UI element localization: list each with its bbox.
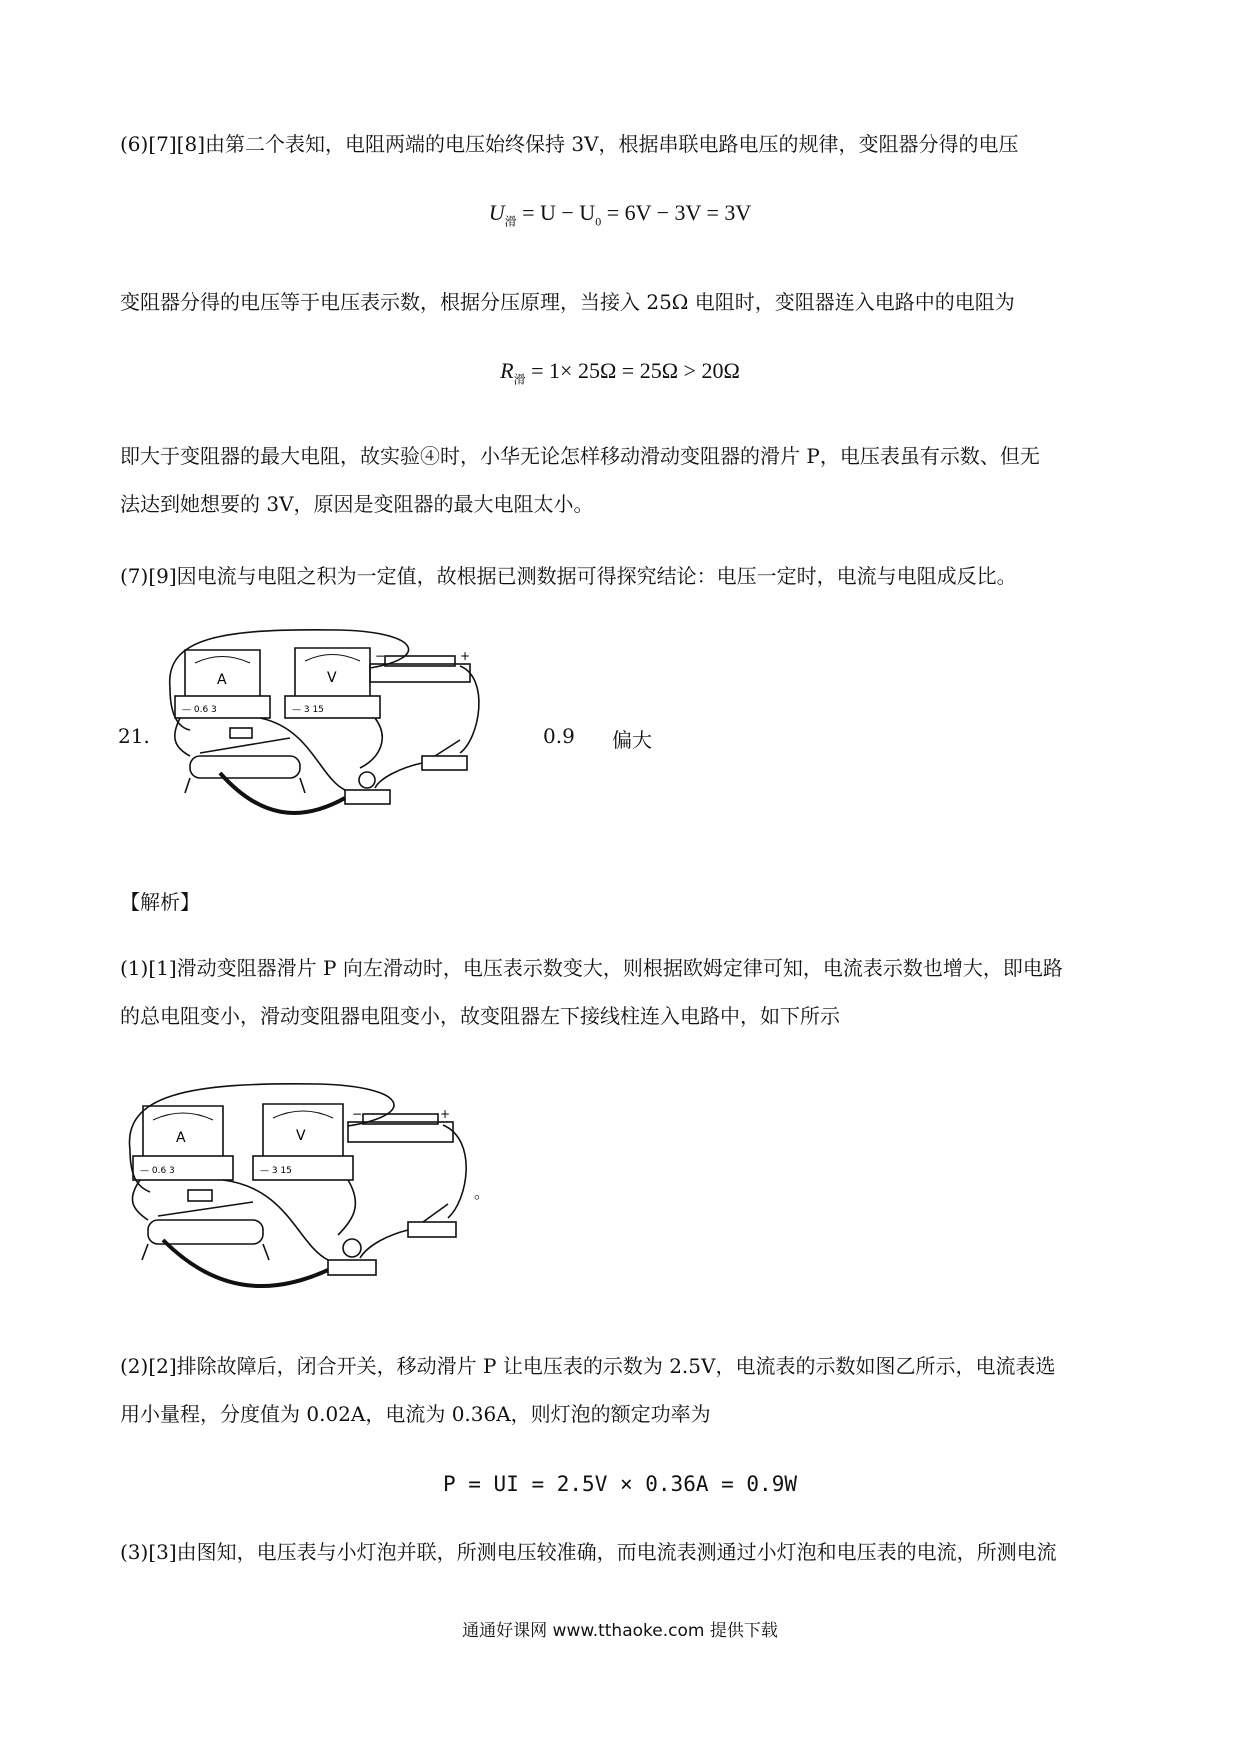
analysis-heading: 【解析】	[120, 890, 200, 914]
circuit-diagram-2	[118, 1070, 498, 1320]
paragraph-1-line1: (1)[1]滑动变阻器滑片 P 向左滑动时，电压表示数变大，则根据欧姆定律可知，电流表示数也增大，即电路	[120, 956, 1063, 980]
battery-plus-2: +	[440, 1107, 451, 1121]
equation-power: P = UI = 2.5V × 0.36A = 0.9W	[442, 1472, 797, 1496]
eq1-symbol-u: U	[488, 200, 505, 225]
eq1-subscript-0: 0	[595, 214, 602, 229]
voltmeter-letter: V	[327, 670, 337, 686]
eq2-symbol-r: R	[500, 358, 514, 383]
ammeter-terminals-2: — 0.6 3	[140, 1166, 175, 1176]
paragraph-2-line1: (2)[2]排除故障后，闭合开关，移动滑片 P 让电压表的示数为 2.5V，电流表的示数如图乙所示，电流表选	[120, 1354, 1056, 1378]
paragraph-3-line1: (3)[3]由图知，电压表与小灯泡并联，所测电压较准确，而电流表测通过小灯泡和电压表的电流，所测电流	[120, 1540, 1057, 1564]
answer-power: 0.9	[543, 724, 575, 748]
ammeter-terminals: — 0.6 3	[182, 705, 217, 715]
paragraph-6-line4: 法达到她想要的 3V，原因是变阻器的最大电阻太小。	[120, 492, 594, 516]
answer-bias: 偏大	[612, 728, 652, 752]
equation-r-slide	[0, 358, 1240, 387]
paragraph-6-intro: (6)[7][8]由第二个表知，电阻两端的电压始终保持 3V，根据串联电路电压的规律，变阻器分得的电压	[120, 132, 1019, 156]
paragraph-6-after-eq1: 变阻器分得的电压等于电压表示数，根据分压原理，当接入 25Ω 电阻时，变阻器连入电路中的电阻为	[120, 290, 1015, 314]
paragraph-6-line3: 即大于变阻器的最大电阻，故实验④时，小华无论怎样移动滑动变阻器的滑片 P，电压表虽有示数、但无	[120, 444, 1040, 468]
circuit-diagram-1	[160, 618, 500, 858]
battery-minus-2: −	[352, 1107, 363, 1121]
equation-u-slide	[0, 200, 1240, 229]
eq2-subscript: 滑	[513, 372, 526, 387]
voltmeter-letter-2: V	[296, 1128, 306, 1144]
battery-minus: −	[375, 649, 386, 663]
trailing-period: 。	[474, 1183, 491, 1202]
voltmeter-terminals-2: — 3 15	[260, 1166, 292, 1176]
question-number: 21.	[118, 724, 150, 748]
eq2-tail: = 1× 25Ω = 25Ω > 20Ω	[525, 358, 740, 383]
page-footer: 通通好课网 www.tthaoke.com 提供下载	[462, 1621, 778, 1641]
paragraph-1-line2: 的总电阻变小，滑动变阻器电阻变小，故变阻器左下接线柱连入电路中，如下所示	[120, 1004, 840, 1028]
eq1-subscript: 滑	[504, 214, 517, 229]
paragraph-7: (7)[9]因电流与电阻之积为一定值，故根据已测数据可得探究结论：电压一定时，电流与电阻成反比。	[120, 564, 1017, 588]
battery-plus: +	[460, 649, 471, 663]
eq1-middle: = U − U	[516, 200, 596, 225]
voltmeter-terminals: — 3 15	[292, 705, 324, 715]
ammeter-letter-2: A	[176, 1130, 186, 1146]
ammeter-letter: A	[217, 672, 227, 688]
eq1-tail: = 6V − 3V = 3V	[601, 200, 752, 225]
paragraph-2-line2: 用小量程，分度值为 0.02A，电流为 0.36A，则灯泡的额定功率为	[120, 1402, 711, 1426]
